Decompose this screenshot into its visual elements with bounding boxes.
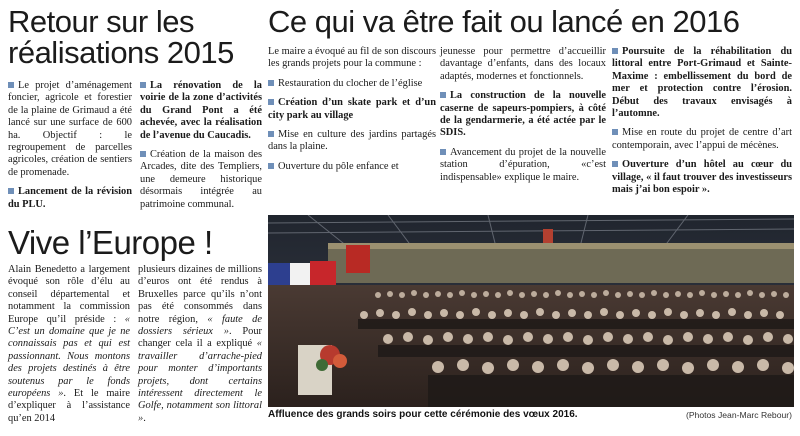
list-item	[140, 149, 262, 211]
headline-realisations-2015: Retour sur les réalisations 2015	[8, 4, 234, 70]
bullet-icon	[268, 131, 274, 137]
europe-quote: « travailler d’arrache-pied pour monter d’importants projets, dont certains intéressent directement le Golfe, notamment son littoral »	[138, 338, 262, 424]
list-item	[268, 97, 436, 122]
column-europe-2	[138, 264, 262, 425]
column-realisations-1	[8, 80, 132, 218]
bullet-icon	[440, 92, 446, 98]
list-item	[612, 46, 792, 120]
item-text: Lancement de la révision du PLU.	[8, 186, 132, 210]
bullet-icon	[140, 82, 146, 88]
list-item	[268, 78, 436, 90]
bullet-icon	[268, 80, 274, 86]
list-item	[140, 80, 262, 142]
crest-icon	[346, 245, 370, 273]
item-text: La construction de la nouvelle caserne de sapeurs-pompiers, à côté de la gendarmerie, a été actée par le SDIS.	[440, 90, 606, 139]
column-realisations-2	[140, 80, 262, 218]
item-text: Mise en route du projet de centre d’art contemporain, avec l’appui de mécènes.	[612, 127, 792, 151]
europe-quote: « faute de dossiers sérieux »	[138, 313, 262, 338]
item-text: Avancement du projet de la nouvelle station d’épuration, «c’est indispensable» explique le maire.	[440, 146, 606, 183]
column-projets-3	[612, 46, 792, 203]
list-item	[268, 129, 436, 154]
list-item	[440, 90, 606, 140]
europe-text: . Pour changer cela il a expliqué	[138, 326, 262, 350]
europe-text: plusieurs dizaines de millions d’euros ont été rendus à Bruxelles parce qu’ils n’ont pas été consommés dans notre région,	[138, 264, 262, 325]
item-text: Création d’un skate park et d’un city park au village	[268, 97, 436, 121]
europe-text: Alain Benedetto a largement évoqué son rôle d’élu au conseil départemental et notamment la commission Europe qu’il préside :	[8, 264, 130, 325]
continued-paragraph: jeunesse pour permettre d’accueillir davantage d’enfants, dans des locaux adaptés, modernes et fonctionnels.	[440, 46, 606, 82]
item-quote: « il faut trouver des investisseurs mais j’ai bon espoir ».	[612, 171, 792, 196]
headline-vive-europe: Vive l’Europe !	[8, 224, 213, 261]
item-text-bold: Ouverture d’un hôtel au cœur du village,	[612, 159, 792, 183]
photo-caption: Affluence des grands soirs pour cette cérémonie des vœux 2016.	[268, 409, 578, 420]
item-text: Poursuite de la réhabilitation du littoral entre Port-Grimaud et Sainte-Maxime : embellissement du bord de mer et protection contre l’érosion. Début des travaux envisagés à l’automne.	[612, 46, 792, 120]
europe-text: . Et le maire d’expliquer à l’assistance qu’en 2014	[8, 388, 130, 424]
crowd-scene-image	[268, 215, 794, 407]
bullet-icon	[8, 188, 14, 194]
ceremony-photo	[268, 215, 794, 407]
column-europe-1	[8, 264, 130, 425]
column-projets-1	[268, 46, 436, 180]
bullet-icon	[612, 48, 618, 54]
europe-text: .	[143, 412, 146, 424]
list-item	[8, 186, 132, 211]
list-item	[440, 147, 606, 184]
headline-projets-2016: Ce qui va être fait ou lancé en 2016	[268, 4, 740, 39]
list-item	[612, 127, 792, 152]
photo-credit: (Photos Jean-Marc Rebour)	[685, 410, 792, 420]
item-text: Création de la maison des Arcades, dite des Templiers, une demeure historique désormais intégrée au patrimoine communal.	[140, 149, 262, 210]
bullet-icon	[612, 161, 618, 167]
item-text: Le projet d’aménagement foncier, agricole et forestier de la plaine de Grimaud a été lancé sur une surface de 600 ha. Objectif : le regroupement de parcelles agricoles, création de sentiers de promenade.	[8, 80, 132, 178]
intro-paragraph: Le maire a évoqué au fil de son discours les grands projets pour la commune :	[268, 46, 436, 70]
europe-quote: « C’est un domaine que je ne connaissais pas et qui est passionnant. Nous montons des projets destinés à être soutenus par le fonds européens »	[8, 313, 130, 400]
list-item	[612, 159, 792, 196]
bullet-icon	[268, 163, 274, 169]
bullet-icon	[612, 129, 618, 135]
item-text: Restauration du clocher de l’église	[278, 77, 423, 89]
bullet-icon	[268, 99, 274, 105]
bullet-icon	[140, 151, 146, 157]
bullet-icon	[440, 149, 446, 155]
list-item	[8, 80, 132, 179]
list-item	[268, 161, 436, 173]
column-projets-2	[440, 46, 606, 191]
bullet-icon	[8, 82, 14, 88]
item-text: Ouverture du pôle enfance et	[278, 160, 399, 172]
item-text: Mise en culture des jardins partagés dans la plaine.	[268, 129, 436, 153]
item-text: La rénovation de la voirie de la zone d’activités du Grand Pont a été achevée, avec la réalisation de l’avenue du Caucadis.	[140, 80, 262, 141]
